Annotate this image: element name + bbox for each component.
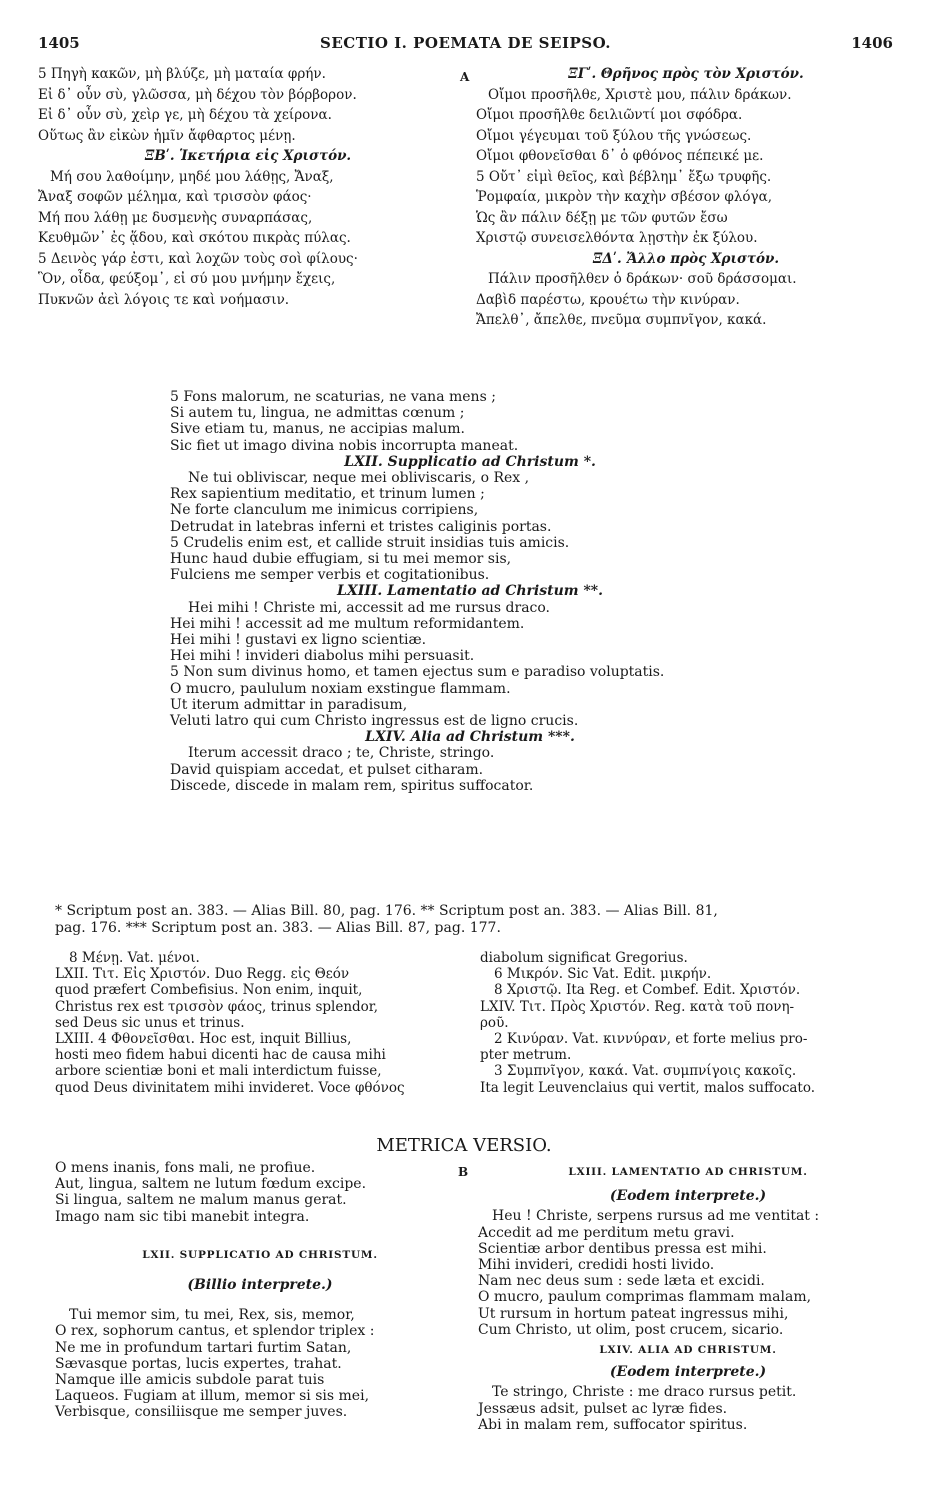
verse-line: Rex sapientium meditatio, et trinum lumen ; xyxy=(170,486,485,503)
verse-line: Χριστῷ συνεισελθόντα λῃστὴν ἐκ ξύλου. xyxy=(476,230,758,246)
verse-line: Οἴμοι προσῆλθε, Χριστὲ μου, πάλιν δράκων. xyxy=(488,86,792,103)
note-line: Christus rex est τρισσὸν φάος, trinus splendor, xyxy=(55,998,379,1015)
note-line: 6 Μικρόν. Sic Vat. Edit. μικρήν. xyxy=(494,966,712,983)
verse-line: Sævasque portas, lucis expertes, trahat. xyxy=(55,1355,342,1372)
poem-title: LXIII. LAMENTATIO AD CHRISTUM. xyxy=(568,1166,808,1178)
verse-line: 5 Non sum divinus homo, et tamen ejectus sum e paradiso voluptatis. xyxy=(170,664,665,681)
verse-line: Verbisque, consiliisque me semper juves. xyxy=(55,1404,348,1421)
note-line: sed Deus sic unus et trinus. xyxy=(55,1014,245,1031)
verse-line: Δαβὶδ παρέστω, κρουέτω τὴν κινύραν. xyxy=(476,291,740,308)
verse-line: Accedit ad me perditum metu gravi. xyxy=(478,1224,735,1241)
verse-line: Fulciens me semper verbis et cogitationibus. xyxy=(170,567,490,584)
note-line: diabolum significat Gregorius. xyxy=(480,950,688,966)
note-line: quod Deus divinitatem mihi invideret. Voce φθόνος xyxy=(55,1079,405,1096)
verse-line: Οἴμοι γέγευμαι τοῦ ξύλου τῆς γνώσεως. xyxy=(476,127,752,144)
note-line: ροῦ. xyxy=(480,1014,509,1031)
verse-line: Tui memor sim, tu mei, Rex, sis, memor, xyxy=(69,1307,355,1324)
interpreter-note: (Eodem interprete.) xyxy=(609,1364,767,1381)
verse-line: Hei mihi ! invideri diabolus mihi persuasit. xyxy=(170,648,475,665)
note-line: Ita legit Leuvenclaius qui vertit, malos suffocato. xyxy=(480,1079,816,1096)
verse-line: 5 Crudelis enim est, et callide struit insidias tuis amicis. xyxy=(170,534,570,551)
notes-column-right xyxy=(480,950,900,1096)
verse-line: Εἰ δ᾽ οὖν σὺ, χεὶρ γε, μὴ δέχου τὰ χείρονα. xyxy=(38,107,332,123)
footnote-line: pag. 176. *** Scriptum post an. 383. — Alias Bill. 87, pag. 177. xyxy=(55,920,501,936)
verse-line: Si autem tu, lingua, ne admittas cœnum ; xyxy=(170,405,465,422)
poem-title: LXIV. ALIA AD CHRISTUM. xyxy=(599,1344,777,1357)
poem-title: LXIV. Alia ad Christum ***. xyxy=(365,729,575,746)
verse-line: Scientiæ arbor dentibus pressa est mihi. xyxy=(478,1240,767,1257)
note-line: 8 Χριστῷ. Ita Reg. et Combef. Edit. Χριστόν. xyxy=(494,982,801,999)
verse-line: Detrudat in latebras inferni et tristes caliginis portas. xyxy=(170,518,552,535)
verse-line: Ne me in profundum tartari furtim Satan, xyxy=(55,1339,352,1356)
verse-line: O rex, sophorum cantus, et splendor triplex : xyxy=(55,1323,375,1340)
poem-title: LXII. SUPPLICATIO AD CHRISTUM. xyxy=(142,1248,378,1261)
verse-line: Veluti latro qui cum Christo ingressus est de ligno crucis. xyxy=(170,713,579,730)
notes-column-left xyxy=(55,950,465,1096)
verse-line: Πάλιν προσῆλθεν ὁ δράκων· σοῦ δράσσομαι. xyxy=(488,271,797,287)
verse-line: Si lingua, saltem ne malum manus gerat. xyxy=(55,1192,347,1209)
verse-line: Ὃν, οἶδα, φεύξομ᾽, εἰ σύ μου μνήμην ἔχεις, xyxy=(38,271,336,287)
note-line: 2 Κινύραν. Vat. κιννύραν, et forte melius pro- xyxy=(494,1031,808,1048)
verse-line: Te stringo, Christe : me draco rursus petit. xyxy=(492,1384,797,1401)
verse-line: Ἄναξ σοφῶν μέλημα, καὶ τρισσὸν φάος· xyxy=(38,189,312,205)
verse-line: Ut rursum in hortum pateat ingressus mihi, xyxy=(478,1305,789,1322)
verse-line: Ne forte clanculum me inimicus corripiens, xyxy=(170,502,479,519)
note-line: quod præfert Combefisius. Non enim, inquit, xyxy=(55,982,363,999)
verse-line: Hei mihi ! accessit ad me multum reformidantem. xyxy=(170,615,525,632)
verse-line: Hunc haud dubie effugiam, si tu mei memor sis, xyxy=(170,551,512,568)
metrical-version-left xyxy=(55,1160,465,1421)
note-line: LXII. Τιτ. Εἰς Χριστόν. Duo Regg. εἰς Θεόν xyxy=(55,966,350,983)
note-line: 8 Μένῃ. Vat. μένοι. xyxy=(69,950,200,966)
verse-line: Ὡς ἂν πάλιν δέξῃ με τῶν φυτῶν ἔσω xyxy=(476,209,728,226)
note-line: arbore scientiæ boni et mali interdictum fuisse, xyxy=(55,1063,382,1080)
poem-title: LXIII. Lamentatio ad Christum **. xyxy=(337,583,603,600)
verse-line: Nam nec deus sum : sede læta et excidi. xyxy=(478,1273,765,1290)
verse-line: Μή σου λαθοίμην, μηδέ μου λάθῃς, Ἄναξ, xyxy=(50,168,334,185)
verse-line: 5 Fons malorum, ne scaturias, ne vana mens ; xyxy=(170,389,496,405)
note-line: pter metrum. xyxy=(480,1047,572,1064)
note-line: hosti meo fidem habui dicenti hac de causa mihi xyxy=(55,1047,386,1064)
verse-line: Namque ille amicis subdole parat tuis xyxy=(55,1372,325,1389)
latin-translation xyxy=(170,389,770,794)
page-header xyxy=(38,34,893,56)
verse-line: Οἴμοι φθονεῖσθαι δ᾽ ὁ φθόνος πέπεικέ με. xyxy=(476,148,764,164)
poem-title: ΞΓʹ. Θρῆνος πρὸς τὸν Χριστόν. xyxy=(568,66,804,82)
verse-line: Ut iterum admittar in paradisum, xyxy=(170,696,408,713)
verse-line: Hei mihi ! Christe mi, accessit ad me rursus draco. xyxy=(188,599,551,616)
verse-line: Jessæus adsit, pulset ac lyræ fides. xyxy=(478,1400,728,1417)
verse-line: Cum Christo, ut olim, post crucem, sicario. xyxy=(478,1321,784,1338)
verse-line: Heu ! Christe, serpens rursus ad me ventitat : xyxy=(492,1208,820,1225)
verse-line: Iterum accessit draco ; te, Christe, stringo. xyxy=(188,745,495,762)
verse-line: 5 Πηγὴ κακῶν, μὴ βλύζε, μὴ ματαία φρήν. xyxy=(38,66,326,82)
footnotes xyxy=(55,903,895,937)
poem-title: ΞΔʹ. Ἄλλο πρὸς Χριστόν. xyxy=(592,250,780,267)
verse-line: Οἴμοι προσῆλθε δειλιῶντί μοι σφόδρα. xyxy=(476,107,743,123)
verse-line: O mucro, paulum comprimas flammam malam, xyxy=(478,1289,812,1306)
interpreter-note: (Billio interprete.) xyxy=(187,1277,333,1294)
margin-letter-a: A xyxy=(460,70,470,84)
verse-line: Laqueos. Fugiam at illum, memor si sis mei, xyxy=(55,1388,370,1405)
verse-line: Aut, lingua, saltem ne lutum fœdum excipe. xyxy=(55,1176,367,1193)
verse-line: Ἄπελθ᾽, ἄπελθε, πνεῦμα συμπνῖγον, κακά. xyxy=(476,312,767,328)
verse-line: David quispiam accedat, et pulset citharam. xyxy=(170,761,484,778)
verse-line: Hei mihi ! gustavi ex ligno scientiæ. xyxy=(170,632,427,649)
verse-line: Discede, discede in malam rem, spiritus suffocator. xyxy=(170,777,534,794)
verse-line: Mihi invideri, credidi hosti livido. xyxy=(478,1257,715,1274)
verse-line: O mens inanis, fons mali, ne profiue. xyxy=(55,1160,316,1176)
note-line: LXIV. Τιτ. Πρὸς Χριστόν. Reg. κατὰ τοῦ πονη- xyxy=(480,998,795,1015)
verse-line: Ῥομφαία, μικρὸν τὴν καχὴν σβέσον φλόγα, xyxy=(476,189,773,205)
verse-line: Imago nam sic tibi manebit integra. xyxy=(55,1208,310,1225)
metrical-version-right xyxy=(478,1160,898,1433)
footnote-line: * Scriptum post an. 383. — Alias Bill. 80, pag. 176. ** Scriptum post an. 383. — Alias Bill. 81, xyxy=(55,903,718,919)
greek-column-right xyxy=(476,64,896,331)
section-title: METRICA VERSIO. xyxy=(376,1135,552,1156)
page-number-left: 1405 xyxy=(38,34,80,52)
verse-line: Εἰ δ᾽ οὖν σὺ, γλῶσσα, μὴ δέχου τὸν βόρβορον. xyxy=(38,86,357,103)
verse-line: Πυκνῶν ἀεὶ λόγοις τε καὶ νοήμασιν. xyxy=(38,291,290,308)
page-number-right: 1406 xyxy=(851,34,893,52)
verse-line: Ne tui obliviscar, neque mei obliviscaris, o Rex , xyxy=(188,470,530,487)
verse-line: Abi in malam rem, suffocator spiritus. xyxy=(478,1416,748,1433)
interpreter-note: (Eodem interprete.) xyxy=(609,1188,767,1205)
note-line: LXIII. 4 Φθονεῖσθαι. Hoc est, inquit Billius, xyxy=(55,1031,352,1048)
verse-line: O mucro, paululum noxiam exstingue flammam. xyxy=(170,680,511,697)
verse-line: Κευθμῶν᾽ ἐς ᾅδου, καὶ σκότου πικρὰς πύλας. xyxy=(38,230,351,246)
margin-letter-b: B xyxy=(458,1165,469,1179)
verse-line: 5 Οὔτ᾽ εἰμὶ θεῖος, καὶ βέβλημ᾽ ἔξω τρυφῆς. xyxy=(476,168,772,185)
verse-line: Μή που λάθῃ με δυσμενὴς συναρπάσας, xyxy=(38,209,313,226)
verse-line: Sic fiet ut imago divina nobis incorrupta maneat. xyxy=(170,437,519,454)
verse-line: Sive etiam tu, manus, ne accipias malum. xyxy=(170,421,465,438)
verse-line: Οὕτως ἂν εἰκὼν ἡμῖν ἄφθαρτος μένῃ. xyxy=(38,127,296,144)
poem-title: ΞΒʹ. Ἱκετήρια εἰς Χριστόν. xyxy=(144,148,352,164)
running-title: SECTIO I. POEMATA DE SEIPSO. xyxy=(319,34,611,52)
poem-title: LXII. Supplicatio ad Christum *. xyxy=(344,453,596,470)
note-line: 3 Συμπνῖγον, κακά. Vat. συμπνίγοις κακοῖς. xyxy=(494,1063,797,1080)
verse-line: 5 Δεινὸς γάρ ἐστι, καὶ λοχῶν τοὺς σοὶ φίλους· xyxy=(38,250,358,267)
greek-column-left xyxy=(38,64,458,310)
